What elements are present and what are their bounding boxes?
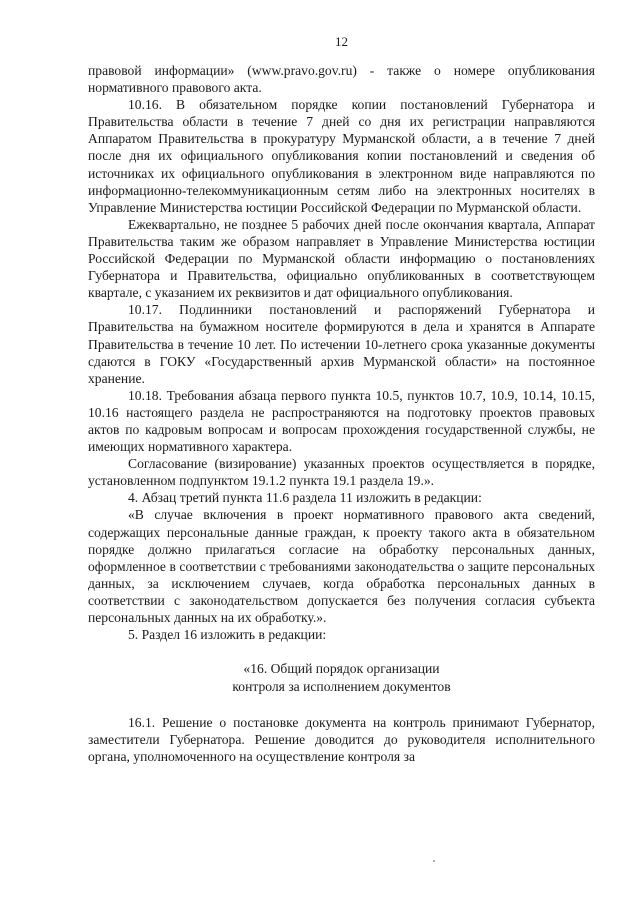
document-body [88,62,595,765]
section-heading-line-2: контроля за исполнением документов [232,679,451,695]
paragraph-10-17: 10.17. Подлинники постановлений и распоряжений Губернатора и Правительства на бумажном носителе формируются в дела и хранятся в Аппарате Правительства в течение 10 лет. По истечении 10-летнего срока указанные документы сдаются в ГОКУ «Государственный архив Мурманской области» на постоянное хранение. [88,302,595,386]
paragraph-10-16: 10.16. В обязательном порядке копии постановлений Губернатора и Правительства области в течение 7 дней со дня их регистрации направляются Аппаратом Правительства в прокуратуру Мурманской области, а в течение 7 дней после дня их официального опубликования копии постановлений и сведения об источниках их официального опубликования в электронном виде направляются по информационно-телекоммуникационным сетям либо на электронных носителях в Управление Министерства юстиции Российской Федерации по Мурманской области. [88,97,595,215]
page-number: 12 [335,34,348,49]
paragraph-10-18: 10.18. Требования абзаца первого пункта 10.5, пунктов 10.7, 10.9, 10.14, 10.15, 10.16 настоящего раздела не распространяются на подготовку проектов правовых актов по кадровым вопросам и вопросам прохождения государственной службы, не имеющих нормативного характера. [88,387,595,455]
section-heading [88,660,595,696]
paragraph-item-5: 5. Раздел 16 изложить в редакции: [128,627,327,643]
paragraph-personal-data: «В случае включения в проект нормативного правового акта сведений, содержащих персональные данные граждан, к проекту такого акта в обязательном порядке должно прилагаться согласие на обработку персональных данных, оформленное в соответствии с требованиями законодательства о защите персональных данных, за исключением случаев, когда обработка персональных данных в соответствии с законодательством допускается без получения согласия субъекта персональных данных на их обработку.». [88,507,595,625]
paragraph-continuation: правовой информации» (www.pravo.gov.ru) - также о номере опубликования нормативного правового акта. [88,63,595,96]
paragraph-item-4: 4. Абзац третий пункта 11.6 раздела 11 изложить в редакции: [128,490,482,506]
paragraph-approval: Согласование (визирование) указанных проектов осуществляется в порядке, установленном подпунктом 19.1.2 пункта 19.1 раздела 19.». [88,456,595,489]
paragraph-quarterly: Ежеквартально, не позднее 5 рабочих дней после окончания квартала, Аппарат Правительства таким же образом направляет в Управление Министерства юстиции Российской Федерации по Мурманской области информацию о постановлениях Губернатора и Правительства, официально опубликованных в соответствующем квартале, с указанием их реквизитов и дат официального опубликования. [88,216,595,301]
section-heading-line-1: «16. Общий порядок организации [243,661,440,677]
scan-speck [433,860,435,862]
paragraph-16-1: 16.1. Решение о постановке документа на контроль принимают Губернатор, заместители Губернатора. Решение доводится до руководителя исполнительного органа, уполномоченного на осуществление контроля за [88,715,595,765]
